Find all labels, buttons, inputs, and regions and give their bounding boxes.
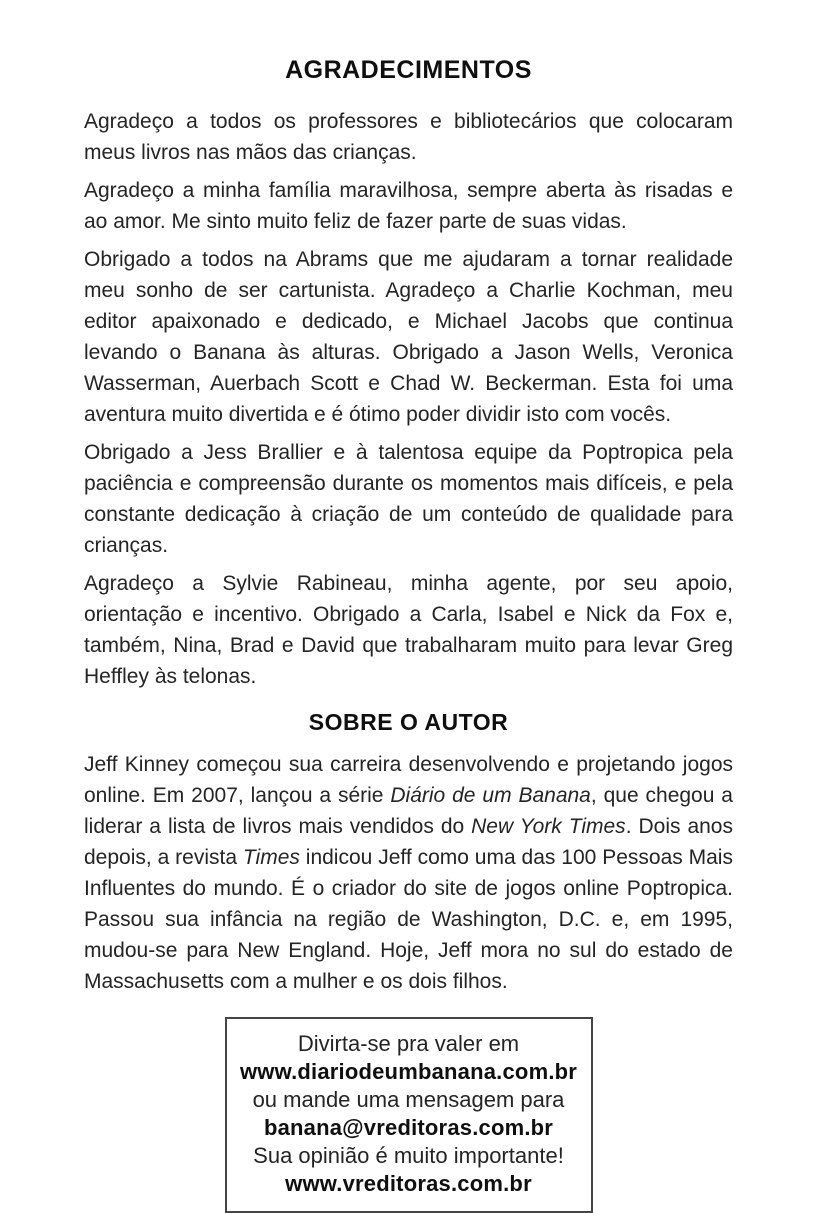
- promo-message-text: ou mande uma mensagem para: [252, 1087, 565, 1112]
- banana-website-url: www.diariodeumbanana.com.br: [239, 1059, 578, 1084]
- acknowledgments-title: AGRADECIMENTOS: [285, 56, 532, 84]
- promo-box: [225, 1017, 593, 1213]
- acknowledgments-paragraph-2: Agradeço a minha família maravilhosa, sempre aberta às risadas e ao amor. Me sinto muito feliz de fazer parte de suas vidas.: [84, 179, 733, 233]
- bio-text-segment: . Dois anos depois, a revista: [84, 815, 733, 869]
- opinion-text: Sua opinião é muito importante!: [253, 1143, 564, 1168]
- bio-text-segment: Jeff Kinney começou sua carreira desenvolvendo e projetando jogos online. Em 2007, lançou a série: [84, 753, 733, 807]
- acknowledgments-paragraph-5: Agradeço a Sylvie Rabineau, minha agente, por seu apoio, orientação e incentivo. Obrigado a Carla, Isabel e Nick da Fox e, também, Nina, Brad e David que trabalharam muito para levar Greg Heffley às telonas.: [84, 572, 733, 688]
- acknowledgments-paragraph-3: Obrigado a todos na Abrams que me ajudaram a tornar realidade meu sonho de ser cartunista. Agradeço a Charlie Kochman, meu editor apaixonado e dedicado, e Michael Jacobs que continua levando o Banana às alturas. Obrigado a Jason Wells, Veronica Wasserman, Auerbach Scott e Chad W. Beckerman. Esta foi uma aventura muito divertida e é ótimo poder dividir isto com vocês.: [84, 248, 733, 426]
- contact-email-address: banana@vreditoras.com.br: [263, 1115, 554, 1140]
- bio-text-segment: , que chegou a liderar a lista de livros mais vendidos do: [84, 784, 733, 838]
- magazine-name: Times: [242, 846, 300, 869]
- publisher-website-url: www.vreditoras.com.br: [285, 1171, 532, 1196]
- book-series-title: Diário de um Banana: [390, 784, 591, 807]
- promo-intro-text: Divirta-se pra valer em: [297, 1031, 520, 1056]
- acknowledgments-paragraph-4: Obrigado a Jess Brallier e à talentosa equipe da Poptropica pela paciência e compreensão durante os momentos mais difíceis, e pela constante dedicação à criação de um conteúdo de qualidade para crianças.: [84, 441, 733, 557]
- bio-text-segment: indicou Jeff como uma das 100 Pessoas Mais Influentes do mundo. É o criador do site de jogos online Poptropica. Passou sua infância na região de Washington, D.C. e, em 1995, mudou-se para New England. Hoje, Jeff mora no sul do estado de Massachusetts com a mulher e os dois filhos.: [84, 846, 733, 993]
- acknowledgments-paragraph-1: Agradeço a todos os professores e bibliotecários que colocaram meus livros nas mãos das crianças.: [84, 110, 733, 164]
- about-author-paragraph: [84, 749, 733, 997]
- about-author-title: SOBRE O AUTOR: [308, 709, 509, 735]
- newspaper-name: New York Times: [471, 815, 626, 838]
